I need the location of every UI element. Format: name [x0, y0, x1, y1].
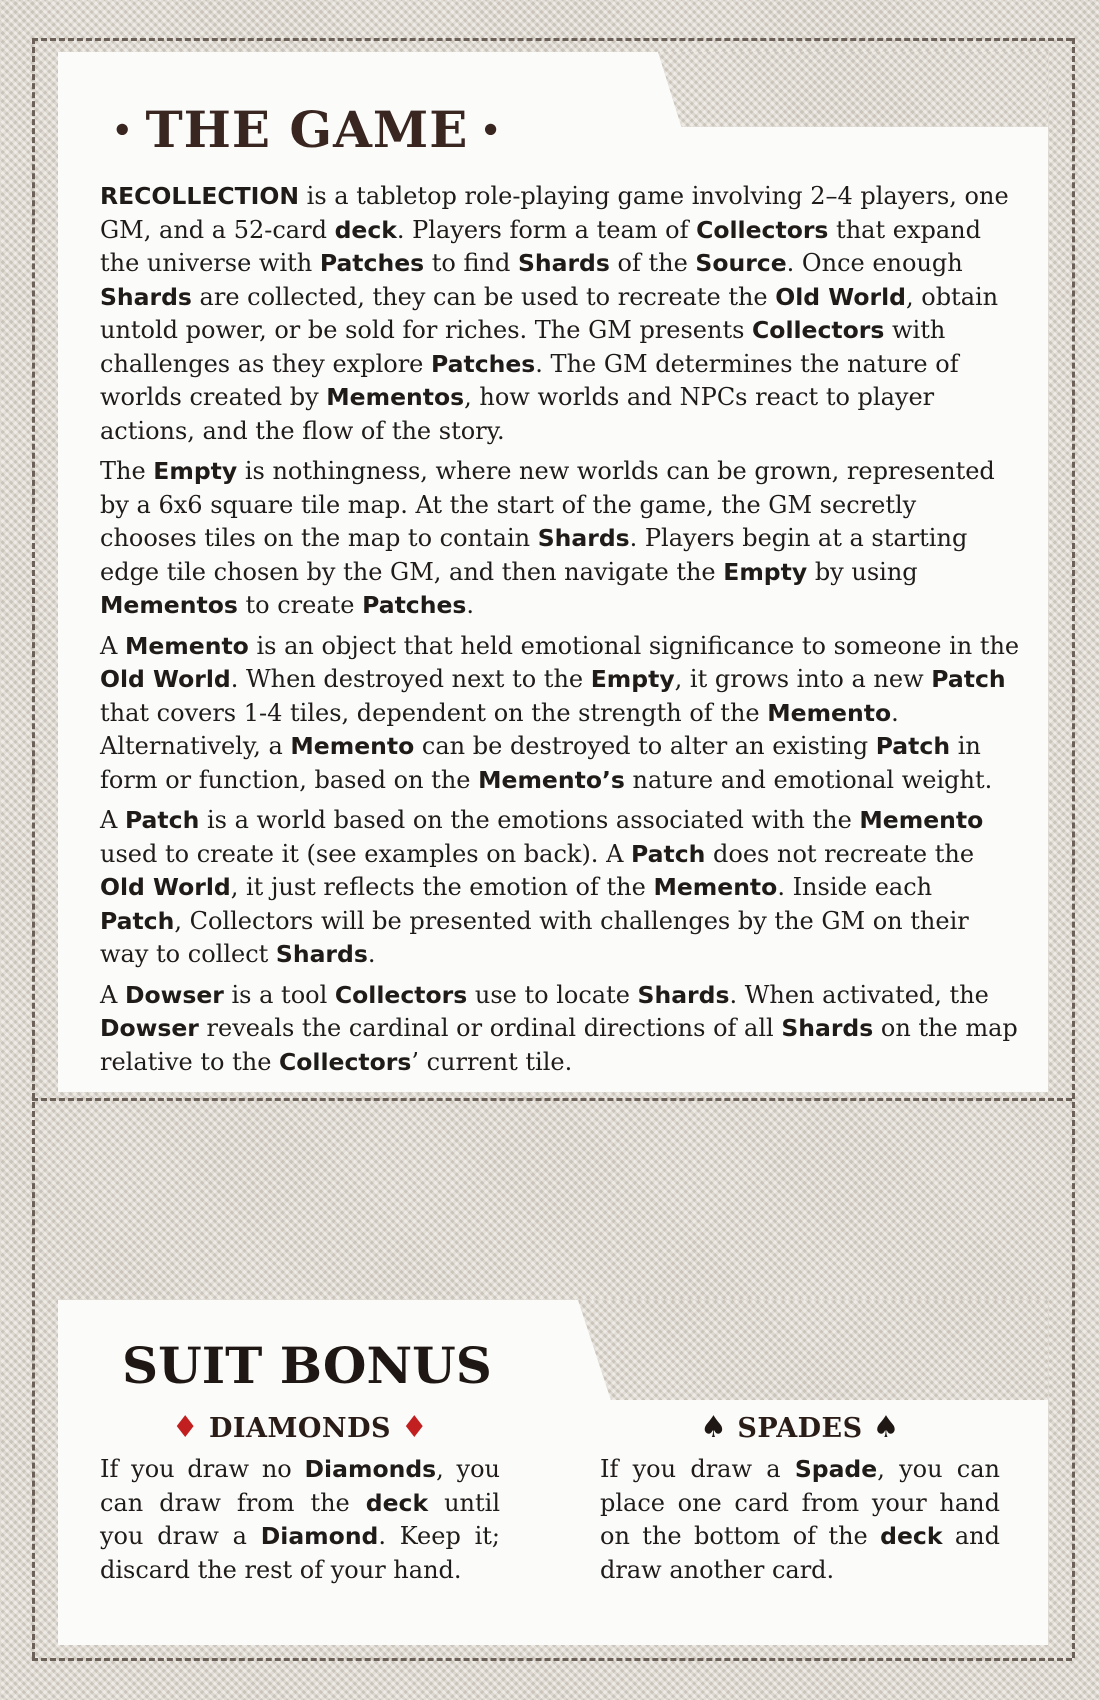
suit-bonus-title: SUIT BONUS [122, 1336, 492, 1395]
suit-name: SPADES [737, 1413, 863, 1444]
bold-term: deck [334, 215, 397, 244]
bold-term: Shards [517, 249, 610, 277]
bold-term: Patch [931, 665, 1006, 693]
bold-term: Patches [319, 249, 425, 277]
bold-term: Old World [100, 665, 231, 693]
bold-term: Empty [590, 665, 675, 693]
bold-term: Dowser [124, 980, 224, 1009]
bold-term: RECOLLECTION [100, 182, 300, 210]
game-paragraph: A Memento is an object that held emotional significance to someone in the Old World. When destroyed next to the Empty, it grows into a new Patch that covers 1-4 tiles, dependent on the strength of the Memento. Alternatively, a Memento can be destroyed to alter an existing Patch in form or function, based on the Memento’s nature and emotional weight. [100, 631, 1020, 794]
suit-bonus-section [58, 1300, 1048, 1645]
diamond-suit-icon: ♦ [171, 1410, 200, 1445]
bold-term: Patch [875, 732, 951, 760]
stitch-border-top [32, 38, 1072, 41]
stitch-divider [32, 1098, 1072, 1101]
bold-term: Diamond [260, 1522, 379, 1550]
stitch-border-bottom [32, 1658, 1072, 1661]
panel-notch [578, 1300, 1048, 1400]
bold-term: Empty [723, 557, 808, 586]
bold-term: Diamonds [304, 1455, 437, 1483]
bold-term: Patches [431, 349, 536, 378]
bold-term: Shards [275, 940, 368, 968]
bold-term: Memento [653, 873, 778, 901]
bold-term: Memento [290, 732, 415, 760]
bold-term: Patch [100, 906, 175, 935]
suit-name: DIAMONDS [209, 1413, 391, 1444]
game-title [100, 100, 514, 159]
suit-rule-diamonds: If you draw no Diamonds, you can draw from the deck until you draw a Diamond. Keep it; discard the rest of your hand. [100, 1455, 501, 1584]
panel-notch [658, 52, 1048, 127]
bold-term: deck [880, 1522, 943, 1550]
game-title-text: THE GAME [145, 100, 469, 159]
diamond-suit-icon: ♦ [400, 1410, 429, 1445]
suit-card-diamonds [100, 1412, 500, 1587]
bold-term: Shards [537, 524, 630, 552]
bold-term: Shards [781, 1014, 874, 1042]
stitch-border-left [32, 38, 35, 1658]
title-bullet-left: • [112, 111, 134, 149]
bold-term: Old World [100, 873, 231, 901]
bold-term: Memento [859, 806, 984, 834]
spade-suit-icon: ♠ [700, 1410, 728, 1445]
bold-term: Patch [631, 839, 706, 868]
bold-term: Spade [794, 1455, 878, 1483]
bold-term: Shards [100, 282, 192, 311]
bold-term: Memento [124, 631, 249, 660]
stitch-border-right [1072, 38, 1075, 1658]
suit-heading-spades [600, 1412, 1000, 1447]
spade-suit-icon: ♠ [872, 1410, 900, 1445]
bold-term: Source [695, 249, 787, 277]
bold-term: Collectors [696, 215, 829, 244]
suit-rule-spades: If you draw a Spade, you can place one card from your hand on the bottom of the deck and draw another card. [600, 1455, 1001, 1584]
bold-term: Patch [124, 806, 200, 834]
bold-term: Memento’s [478, 765, 625, 794]
bold-term: deck [365, 1488, 429, 1517]
bold-term: Dowser [100, 1014, 199, 1042]
game-paragraph: A Patch is a world based on the emotions associated with the Memento used to create it (see examples on back). A Patch does not recreate the Old World, it just reflects the emotion of the Memento. Inside each Patch, Collectors will be presented with challenges by the GM on their way to collect Shards. [100, 806, 984, 968]
game-body [100, 180, 1020, 1086]
bold-term: Old World [775, 282, 906, 311]
game-paragraph: The Empty is nothingness, where new worlds can be grown, represented by a 6x6 square tile map. At the start of the game, the GM secretly chooses tiles on the map to contain Shards. Players begin at a starting edge tile chosen by the GM, and then navigate the Empty by using Mementos to create Patches. [100, 457, 995, 619]
game-paragraph: RECOLLECTION is a tabletop role-playing game involving 2–4 players, one GM, and a 52-card deck. Players form a team of Collectors that expand the universe with Patches to find Shards of the Source. Once enough Shards are collected, they can be used to recreate the Old World, obtain untold power, or be sold for riches. The GM presents Collectors with challenges as they explore Patches. The GM determines the nature of worlds created by Mementos, how worlds and NPCs react to player actions, and the flow of the story. [100, 182, 1009, 445]
bold-term: Patches [362, 591, 467, 619]
suit-heading-diamonds [100, 1412, 500, 1447]
bold-term: Shards [637, 980, 730, 1009]
game-section [58, 52, 1048, 1092]
bold-term: Collectors [334, 980, 468, 1009]
bold-term: Mementos [326, 383, 465, 411]
title-bullet-right: • [480, 111, 502, 149]
bold-term: Collectors [752, 316, 885, 344]
bold-term: Memento [767, 698, 892, 727]
suit-card-spades [600, 1412, 1000, 1587]
bold-term: Empty [153, 457, 238, 485]
bold-term: Mementos [100, 591, 238, 619]
bold-term: Collectors [279, 1047, 412, 1076]
game-paragraph: A Dowser is a tool Collectors use to locate Shards. When activated, the Dowser reveals the cardinal or ordinal directions of all Shards on the map relative to the Collectors’ current tile. [100, 980, 1018, 1076]
